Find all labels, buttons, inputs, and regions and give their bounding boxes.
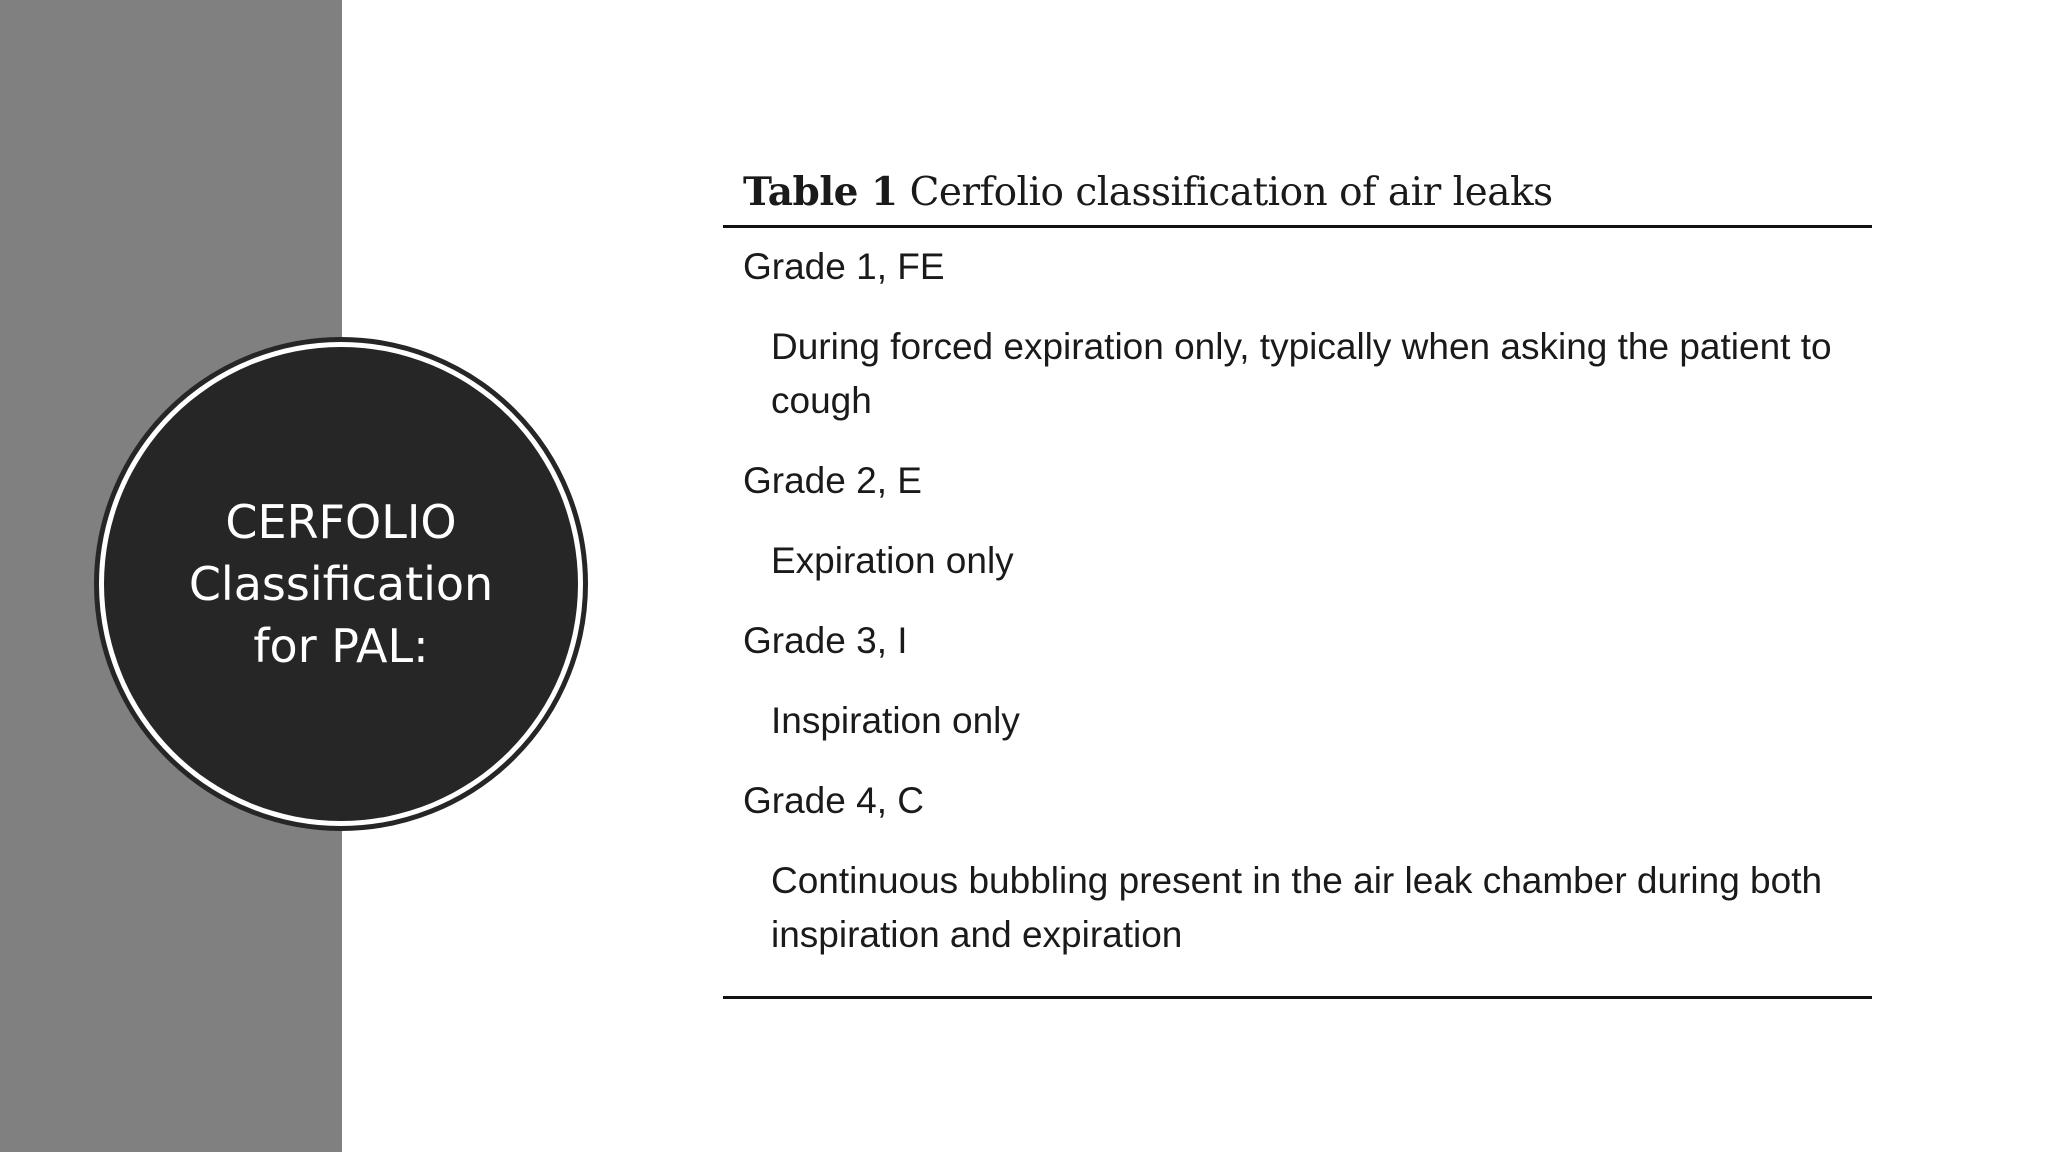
table-caption [723, 165, 1872, 225]
table-caption-label: Table 1 [743, 169, 898, 215]
grade-description: Continuous bubbling present in the air leak chamber during both inspiration and expiration [771, 860, 1823, 955]
grade-description: Expiration only [771, 540, 1014, 581]
grade-label: Grade 2, E [743, 460, 922, 501]
classification-table [723, 165, 1872, 999]
title-circle [104, 347, 578, 821]
table-bottom-rule [723, 996, 1872, 999]
grade-label: Grade 3, I [743, 620, 908, 661]
grade-description: During forced expiration only, typically when asking the patient to cough [771, 326, 1832, 421]
slide-title: CERFOLIO Classification for PAL: [188, 495, 494, 673]
table-body [723, 228, 1872, 996]
grade-label: Grade 1, FE [743, 246, 945, 287]
table-caption-text: Cerfolio classification of air leaks [909, 170, 1553, 215]
grade-description: Inspiration only [771, 700, 1020, 741]
grade-label: Grade 4, C [743, 780, 924, 821]
